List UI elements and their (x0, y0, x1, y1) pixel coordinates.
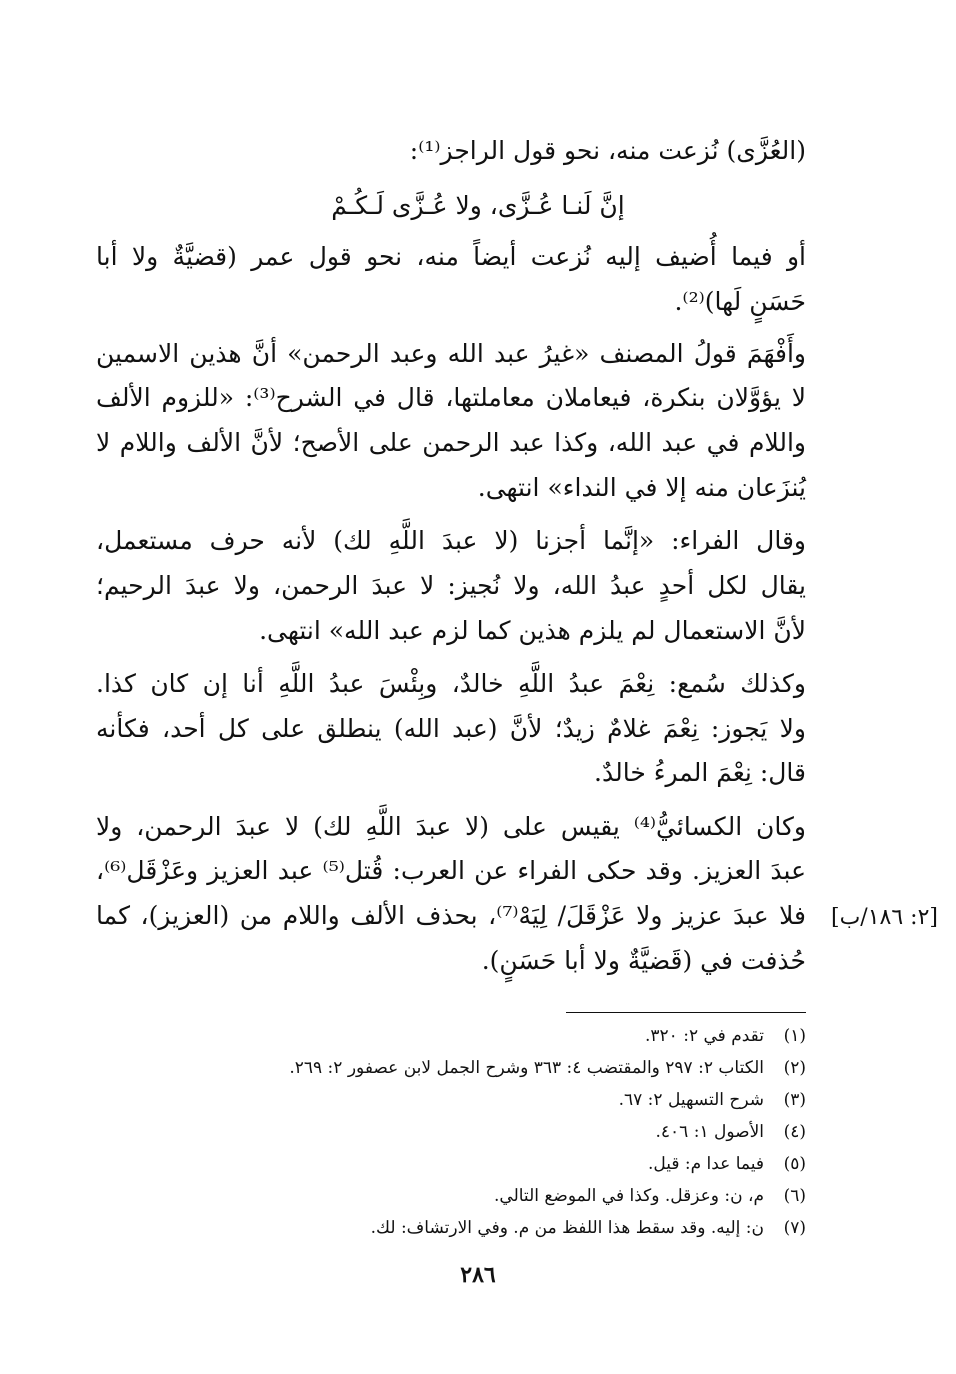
footnote (96, 1085, 806, 1115)
text-line: لا يؤوَّلان بنكرة، فيعاملان معاملتها، قال في الشرح⁽³⁾: «للزوم الألف (96, 383, 806, 412)
footnote-number: (٥) (783, 1154, 806, 1174)
marginal-reference: [٢: ١٨٦/ب] (831, 905, 938, 930)
footnote (96, 1021, 806, 1051)
footnote (96, 1117, 806, 1147)
footnote-number: (٤) (783, 1122, 806, 1142)
footnote-text: فيما عدا م: قيل. (647, 1154, 764, 1174)
text-line: وكان الكسائيُّ⁽⁴⁾ يقيس على (لا عبدَ اللَّهِ لك) لا عبدَ الرحمن، ولا (96, 812, 806, 841)
text-line: عبدَ العزيز. وقد حكى الفراء عن العرب: قُتل⁽⁵⁾ عبد العزيز وعَزْقَل⁽⁶⁾، (96, 856, 807, 885)
footnote-text: الكتاب ٢: ٢٩٧ والمقتضب ٤: ٣٦٣ وشرح الجمل لابن عصفور ٢: ٢٦٩. (289, 1058, 764, 1078)
footnote-number: (٦) (783, 1186, 806, 1206)
text-line: أو فيما أُضيف إليه نُزعت أيضاً منه، نحو قول عمر (قضيَّةٌ ولا أبا (96, 242, 806, 271)
text-line: (العُزَّى) نُزعت منه، نحو قول الراجز⁽¹⁾: (409, 136, 806, 165)
footnote-number: (٢) (783, 1058, 806, 1078)
verse-line: إنَّ لَنـا عُـزَّى، ولا عُـزَّى لَـكُـمْ (331, 191, 625, 220)
footnote-text: م، ن: وعزقل. وكذا في الموضع التالي. (494, 1186, 764, 1206)
text-line: وكذلك سُمع: نِعْمَ عبدُ اللَّهِ خالدٌ، وبِئْسَ عبدُ اللَّهِ أنا إن كان كذا. (96, 669, 806, 698)
text-line: قال: نِعْمَ المرءُ خالدٌ. (594, 758, 806, 787)
footnote (96, 1181, 806, 1211)
footnote-text: شرح التسهيل ٢: ٦٧. (618, 1090, 764, 1110)
text-line: ولا يَجوز: نِعْمَ غلامٌ زيدٌ؛ لأنَّ (عبد الله) ينطلق على كل أحد، فكأنه (96, 714, 806, 743)
text-line: حَسَنٍ لَها)⁽²⁾. (674, 287, 806, 316)
footnote-number: (٧) (783, 1218, 806, 1238)
page-number: ٢٨٦ (460, 1262, 496, 1288)
text-line: يقال لكل أحدٍ عبدُ الله، ولا نُجيز: لا عبدَ الرحمن، ولا عبدَ الرحيم؛ (96, 571, 806, 600)
footnote-text: ن: إليه. وقد سقط هذا اللفظ من م. وفي الارتشاف: لك. (370, 1218, 764, 1238)
text-line: فلا عبدَ عزيز ولا عَزْقَلَ/ لِيَهْ⁽⁷⁾، بحذف الألف واللام من (العزيز)، كما (96, 901, 806, 930)
footnote-divider (566, 1012, 806, 1013)
text-line: وقال الفراء: «إنَّما أجزنا (لا عبدَ اللَّهِ لك) لأنه حرف مستعمل، (96, 526, 806, 555)
text-line: لأنَّ الاستعمال لم يلزم هذين كما لزم عبد الله» انتهى. (259, 616, 806, 645)
footnote (96, 1149, 806, 1179)
footnote-text: تقدم في ٢: ٣٢٠. (645, 1026, 764, 1046)
footnote-text: الأصول ١: ٤٠٦. (655, 1122, 764, 1142)
text-line: وأَفْهَمَ قولُ المصنف «غيرُ عبد الله وعبد الرحمن» أنَّ هذين الاسمين (96, 339, 806, 368)
footnote (96, 1053, 806, 1083)
footnote (96, 1213, 806, 1243)
footnote-number: (١) (783, 1026, 806, 1046)
text-line: حُذفت في (قَضيَّةٌ ولا أبا حَسَنٍ). (481, 946, 806, 975)
text-line: واللام في عبد الله، وكذا عبد الرحمن على الأصح؛ لأنَّ الألف واللام لا (96, 428, 806, 457)
text-line: يُنزَعان منه إلا في النداء» انتهى. (477, 473, 806, 502)
footnote-number: (٣) (783, 1090, 806, 1110)
